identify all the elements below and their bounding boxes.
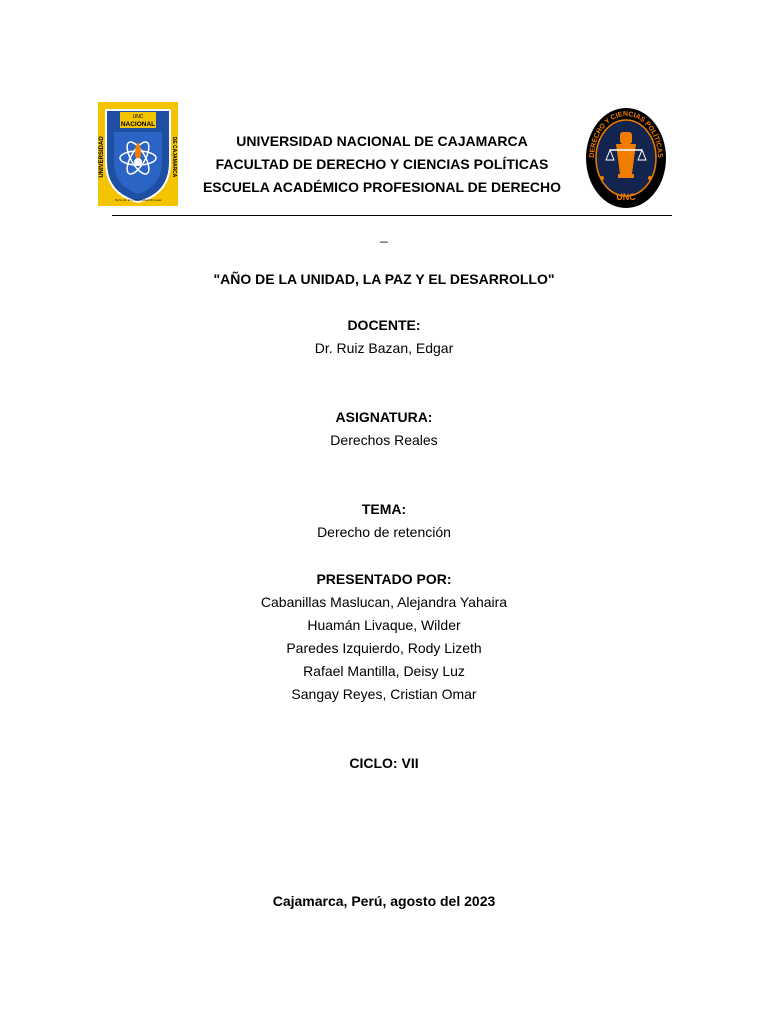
- tema-section: [0, 498, 768, 544]
- docente-value: Dr. Ruiz Bazan, Edgar: [314, 340, 454, 356]
- svg-text:UNC: UNC: [616, 192, 636, 202]
- institution-header: [180, 130, 584, 199]
- header-rule: [112, 215, 672, 216]
- asignatura-value: Derechos Reales: [330, 432, 438, 448]
- svg-text:UNC: UNC: [132, 114, 144, 120]
- svg-text:DERECHO Y CIENCIAS POLÍTICAS: DERECHO Y CIENCIAS POLÍTICAS: [588, 110, 664, 158]
- docente-section: [0, 314, 768, 360]
- asignatura-label: ASIGNATURA:: [335, 409, 433, 425]
- ciclo: CICLO: VII: [349, 755, 419, 771]
- author-name: Rafael Mantilla, Deisy Luz: [303, 663, 465, 679]
- author-name: Sangay Reyes, Cristian Omar: [291, 686, 477, 702]
- tema-label: TEMA:: [361, 501, 407, 517]
- year-motto: "AÑO DE LA UNIDAD, LA PAZ Y EL DESARROLLO": [213, 271, 555, 287]
- svg-text:NACIONAL: NACIONAL: [120, 121, 156, 128]
- university-name: UNIVERSIDAD NACIONAL DE CAJAMARCA: [236, 133, 528, 149]
- docente-label: DOCENTE:: [347, 317, 421, 333]
- presentado-section: [0, 568, 768, 706]
- school-name: ESCUELA ACADÉMICO PROFESIONAL DE DERECHO: [202, 179, 562, 195]
- tema-value: Derecho de retención: [317, 524, 451, 540]
- faculty-name: FACULTAD DE DERECHO Y CIENCIAS POLÍTICAS: [215, 156, 549, 172]
- svg-text:Norte de la Universidad Peruan: Norte de la Universidad Peruana: [114, 198, 162, 202]
- author-name: Cabanillas Maslucan, Alejandra Yahaira: [260, 594, 508, 610]
- presentado-label: PRESENTADO POR:: [316, 571, 452, 587]
- faculty-seal-logo: [584, 104, 668, 208]
- university-shield-logo: [98, 102, 178, 206]
- svg-text:UNIVERSIDAD: UNIVERSIDAD: [99, 136, 105, 178]
- svg-text:DE CAJAMARCA: DE CAJAMARCA: [171, 136, 177, 178]
- author-name: Huamán Livaque, Wilder: [307, 617, 461, 633]
- author-name: Paredes Izquierdo, Rody Lizeth: [286, 640, 482, 656]
- footer-place-date: Cajamarca, Perú, agosto del 2023: [272, 893, 496, 909]
- asignatura-section: [0, 406, 768, 452]
- rule-dash: _: [380, 228, 388, 243]
